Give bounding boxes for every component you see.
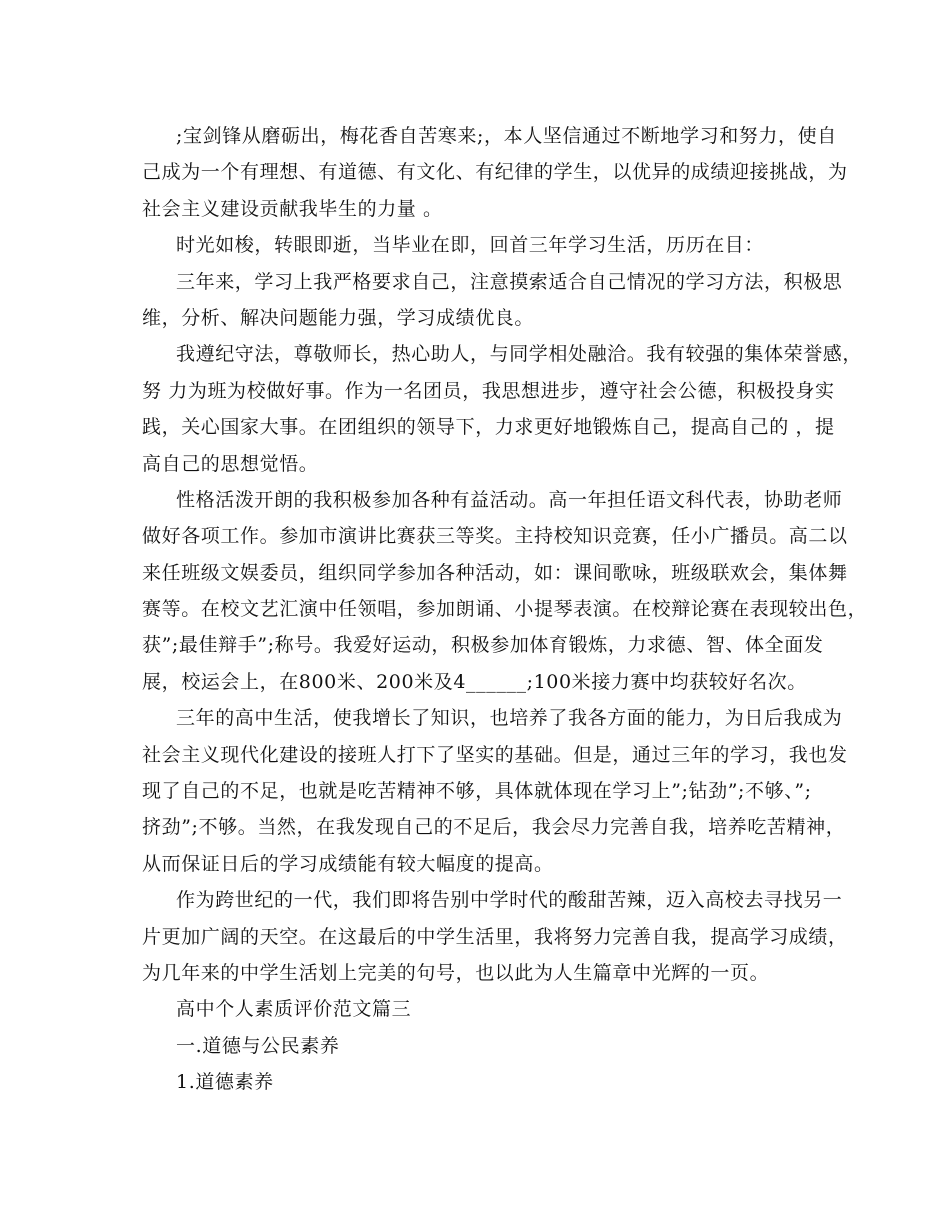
- text-line: 践，关心国家大事。在团组织的领导下，力求更好地锻炼自己，提高自己的 ，提: [142, 416, 835, 439]
- text-line: 为几年来的中学生活划上完美的句号，也以此为人生篇章中光辉的一页。: [142, 961, 770, 984]
- text-line: 努 力为班为校做好事。作为一名团员，我思想进步，遵守社会公德，积极投身实: [142, 379, 835, 402]
- text-line: 我遵纪守法，尊敬师长，热心助人，与同学相处融洽。我有较强的集体荣誉感，: [176, 343, 863, 366]
- text-line: 从而保证日后的学习成绩能有较大幅度的提高。: [142, 852, 554, 875]
- text-line: 时光如梭，转眼即逝，当毕业在即，回首三年学习生活，历历在目：: [176, 234, 765, 257]
- text-line: ;宝剑锋从磨砺出，梅花香自苦寒来;，本人坚信通过不断地学习和努力，使自: [176, 125, 837, 147]
- text-line: 三年的高中生活，使我增长了知识，也培养了我各方面的能力，为日后我成为: [176, 707, 843, 730]
- text-line: 社会主义建设贡献我毕生的力量 。: [142, 197, 443, 220]
- text-line: 现了自己的不足，也就是吃苦精神不够，具体就体现在学习上”;钻劲”;不够、”;: [142, 780, 812, 803]
- text-line: 三年来，学习上我严格要求自己，注意摸索适合自己情况的学习方法，积极思: [176, 270, 843, 293]
- text-line: 社会主义现代化建设的接班人打下了坚实的基础。但是，通过三年的学习，我也发: [142, 743, 848, 766]
- text-line: 高自己的思想觉悟。: [142, 452, 319, 475]
- text-line: 展，校运会上，在800米、200米及4______;100米接力赛中均获较好名次。: [142, 670, 807, 693]
- text-line: 片更加广阔的天空。在这最后的中学生活里，我将努力完善自我，提高学习成绩，: [142, 925, 848, 948]
- text-line: 一.道德与公民素养: [176, 1034, 340, 1057]
- text-line: 来任班级文娱委员，组织同学参加各种活动，如：课间歌咏，班级联欢会，集体舞: [142, 561, 848, 584]
- text-line: 己成为一个有理想、有道德、有文化、有纪律的学生，以优异的成绩迎接挑战，为: [142, 161, 848, 184]
- text-line: 获”;最佳辩手”;称号。我爱好运动，积极参加体育锻炼，力求德、智、体全面发: [142, 634, 824, 657]
- text-line: 做好各项工作。参加市演讲比赛获三等奖。主持校知识竞赛，任小广播员。高二以: [142, 525, 848, 548]
- text-line: 1.道德素养: [176, 1071, 274, 1094]
- text-line: 维，分析、解决问题能力强，学习成绩优良。: [142, 306, 535, 329]
- text-line: 性格活泼开朗的我积极参加各种有益活动。高一年担任语文科代表，协助老师: [176, 488, 843, 511]
- document-body: [142, 118, 868, 1101]
- text-line: 赛等。在校文艺汇演中任领唱，参加朗诵、小提琴表演。在校辩论赛在表现较出色，: [142, 598, 868, 621]
- text-line: 挤劲”;不够。当然，在我发现自己的不足后，我会尽力完善自我，培养吃苦精神，: [142, 816, 846, 839]
- text-line: 作为跨世纪的一代，我们即将告别中学时代的酸甜苦辣，迈入高校去寻找另一: [176, 889, 843, 912]
- text-line: 高中个人素质评价范文篇三: [176, 998, 412, 1021]
